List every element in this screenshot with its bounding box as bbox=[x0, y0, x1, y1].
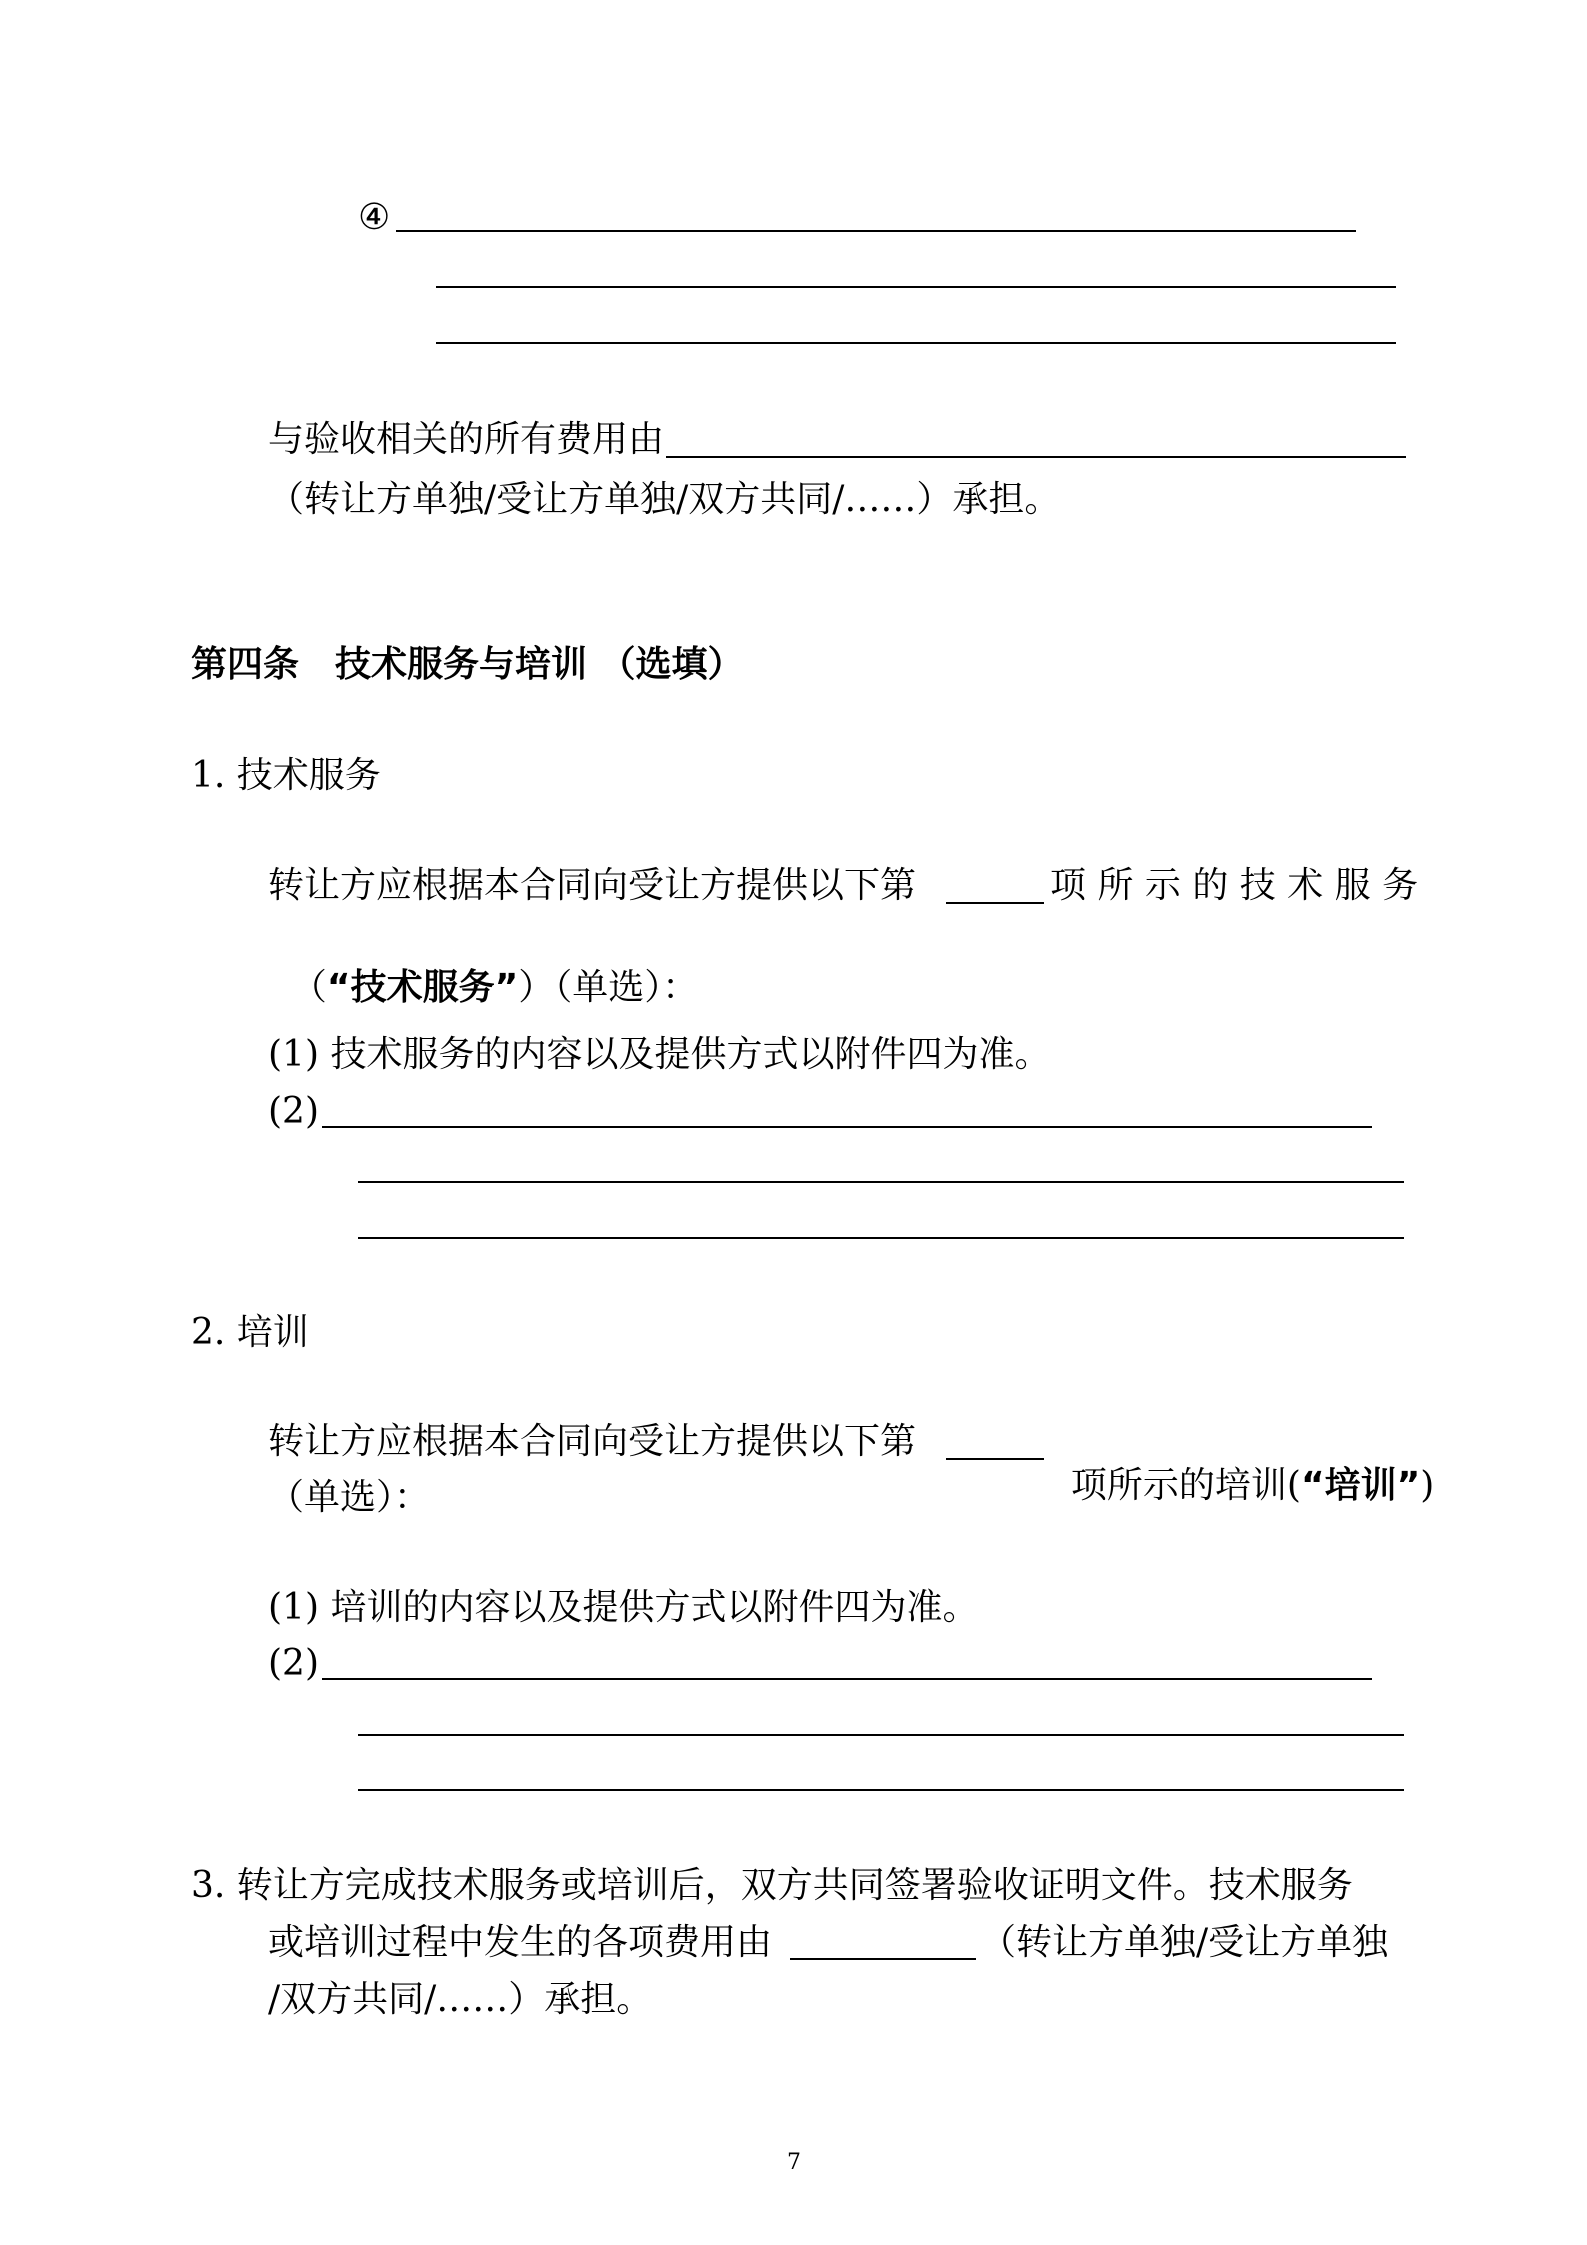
section-2-item-blank[interactable] bbox=[946, 1458, 1044, 1460]
section-2-option-2-blank[interactable] bbox=[322, 1678, 1372, 1680]
section-3-line-1: 3. 转让方完成技术服务或培训后，双方共同签署验收证明文件。技术服务 bbox=[191, 1865, 1353, 1906]
acceptance-cost-options: （转让方单独/受让方单独/双方共同/……）承担。 bbox=[268, 479, 1061, 520]
section-1-option-1: (1) 技术服务的内容以及提供方式以附件四为准。 bbox=[268, 1034, 1051, 1075]
item-4-blank-line[interactable] bbox=[436, 286, 1396, 288]
section-1-option-2-blank[interactable] bbox=[322, 1126, 1372, 1128]
section-1-intro-open: （ bbox=[290, 967, 327, 1008]
section-2-intro-c: ) bbox=[1420, 1465, 1435, 1506]
section-1-option-2-label: (2) bbox=[268, 1091, 319, 1132]
section-2-intro-line2: （单选）： bbox=[268, 1477, 431, 1518]
section-2-option-2-blank[interactable] bbox=[358, 1734, 1404, 1736]
section-1-intro-close: ）（单选）： bbox=[518, 967, 699, 1008]
section-2-option-2-label: (2) bbox=[268, 1643, 319, 1684]
section-1-intro-a: 转让方应根据本合同向受让方提供以下第 bbox=[268, 865, 917, 906]
section-2-defined-term: “培训” bbox=[1300, 1465, 1421, 1506]
item-4-blank-line[interactable] bbox=[396, 230, 1356, 232]
article-4-heading: 第四条 技术服务与培训 （选填） bbox=[191, 644, 744, 685]
section-2-option-1: (1) 培训的内容以及提供方式以附件四为准。 bbox=[268, 1587, 979, 1628]
item-4-blank-line[interactable] bbox=[436, 342, 1396, 344]
section-3-line-2a: 或培训过程中发生的各项费用由 bbox=[268, 1922, 773, 1963]
section-1-item-blank[interactable] bbox=[946, 902, 1044, 904]
section-1-defined-term: “技术服务” bbox=[326, 967, 519, 1008]
section-2-intro-a: 转让方应根据本合同向受让方提供以下第 bbox=[268, 1421, 917, 1462]
item-4-marker: ④ bbox=[358, 197, 391, 238]
section-2-option-2-blank[interactable] bbox=[358, 1789, 1404, 1791]
section-2-intro-b-line bbox=[1048, 1420, 1434, 1508]
section-1-option-2-blank[interactable] bbox=[358, 1237, 1404, 1239]
section-1-intro-b: 项 所 示 的 技 术 服 务 bbox=[1050, 865, 1419, 906]
section-1-title: 1. 技术服务 bbox=[191, 755, 381, 796]
section-1-intro-line2 bbox=[268, 922, 698, 1010]
section-1-option-2-blank[interactable] bbox=[358, 1181, 1404, 1183]
section-2-intro-b: 项所示的培训( bbox=[1070, 1465, 1301, 1506]
section-3-line-2b: （转让方单独/受让方单独 bbox=[980, 1922, 1389, 1963]
section-3-cost-blank[interactable] bbox=[790, 1958, 976, 1960]
acceptance-cost-text: 与验收相关的所有费用由 bbox=[268, 419, 665, 460]
section-2-title: 2. 培训 bbox=[191, 1312, 309, 1353]
page-number: 7 bbox=[787, 2150, 801, 2175]
section-3-line-3: /双方共同/……）承担。 bbox=[268, 1979, 653, 2020]
acceptance-cost-blank[interactable] bbox=[666, 456, 1406, 458]
